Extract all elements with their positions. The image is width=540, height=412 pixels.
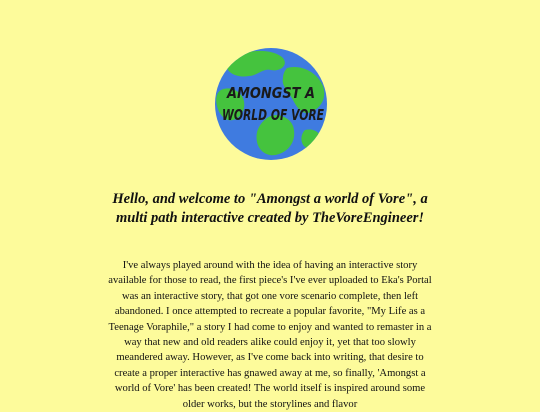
globe-icon	[213, 46, 329, 162]
globe-logo	[213, 46, 329, 162]
intro-paragraph: I've always played around with the idea of having an interactive story available for those to read, the first piece's I've ever uploaded to Eka's Portal was an interactive story, that got one vore scenario complete, then left abandoned. I once attempted to recreate a popular favorite, "My Life as a Teenage Voraphile," a story I had come to enjoy and wanted to remaster in a way that new and old readers alike could enjoy it, yet that too slowly meandered away. However, as I've come back into writing, that desire to create a proper interactive has gnawed away at me, so finally, 'Amongst a world of Vore' has been created! The world itself is inspired around some older works, but the storylines and flavor	[108, 260, 432, 410]
page-heading: Hello, and welcome to "Amongst a world of Vore", a multi path interactive created by TheVoreEngineer!	[112, 191, 428, 226]
logo-line-1: AMONGST A	[226, 84, 315, 102]
logo-line-2: WORLD OF VORE	[222, 106, 325, 124]
